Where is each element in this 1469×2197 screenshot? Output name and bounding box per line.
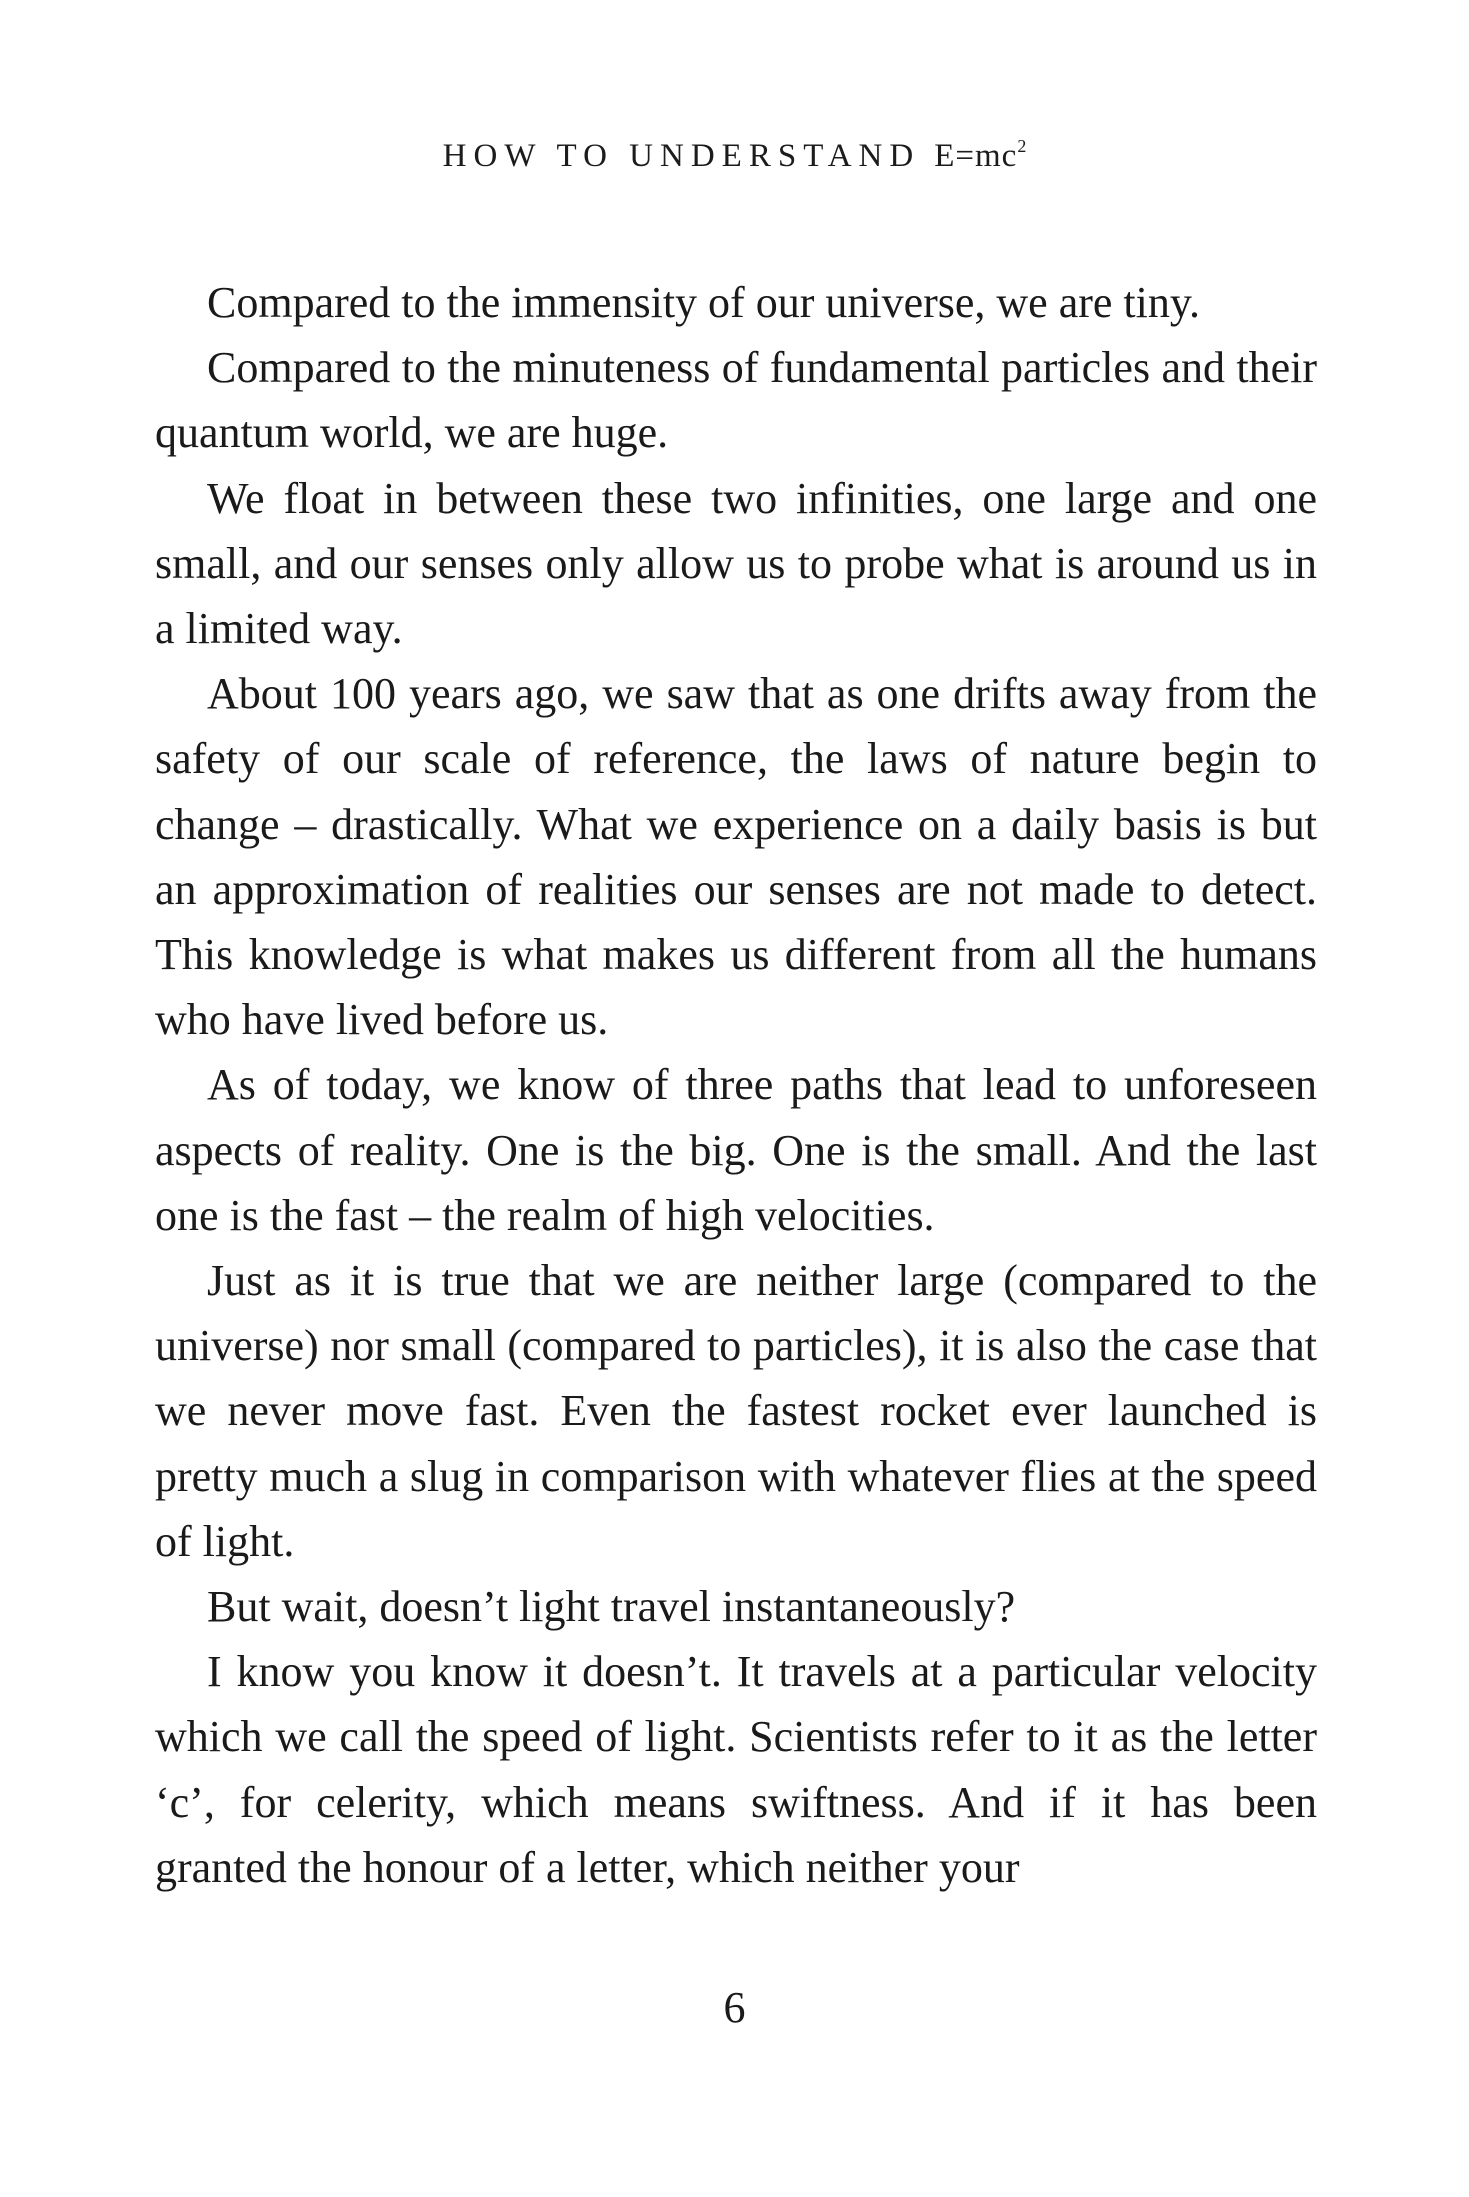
paragraph: Compared to the minuteness of fundamental particles and their quantum world, we are huge.	[155, 343, 1317, 458]
running-head	[0, 138, 1469, 175]
running-head-title: HOW TO UNDERSTAND	[442, 138, 921, 174]
equation-base: E=mc	[934, 138, 1018, 174]
paragraph: About 100 years ago, we saw that as one drifts away from the safety of our scale of reference, the laws of nature begin to change – drastically. What we experience on a daily basis is but an approximation of realities our senses are not made to detect. This knowledge is what makes us different from all the humans who have lived before us.	[155, 669, 1317, 1045]
paragraph: But wait, doesn’t light travel instantaneously?	[207, 1582, 1016, 1632]
paragraph: As of today, we know of three paths that lead to unforeseen aspects of reality. One is the big. One is the small. And the last one is the fast – the realm of high velocities.	[155, 1060, 1317, 1240]
equation-exponent: 2	[1017, 136, 1027, 156]
body-text	[155, 270, 1317, 1900]
paragraph: We float in between these two infinities, one large and one small, and our senses only allow us to probe what is around us in a limited way.	[155, 473, 1317, 654]
page-number: 6	[723, 1983, 746, 2032]
running-head-equation	[934, 138, 1026, 174]
paragraph: I know you know it doesn’t. It travels at a particular velocity which we call the speed of light. Scientists refer to it as the letter ‘c’, for celerity, which means swiftness. And if it has been granted the honour of a letter, which neither your	[155, 1647, 1317, 1892]
paragraph: Just as it is true that we are neither large (compared to the universe) nor small (compared to particles), it is also the case that we never move fast. Even the fastest rocket ever launched is pretty much a slug in comparison with whatever flies at the speed of light.	[155, 1256, 1317, 1566]
paragraph: Compared to the immensity of our universe, we are tiny.	[207, 278, 1201, 327]
